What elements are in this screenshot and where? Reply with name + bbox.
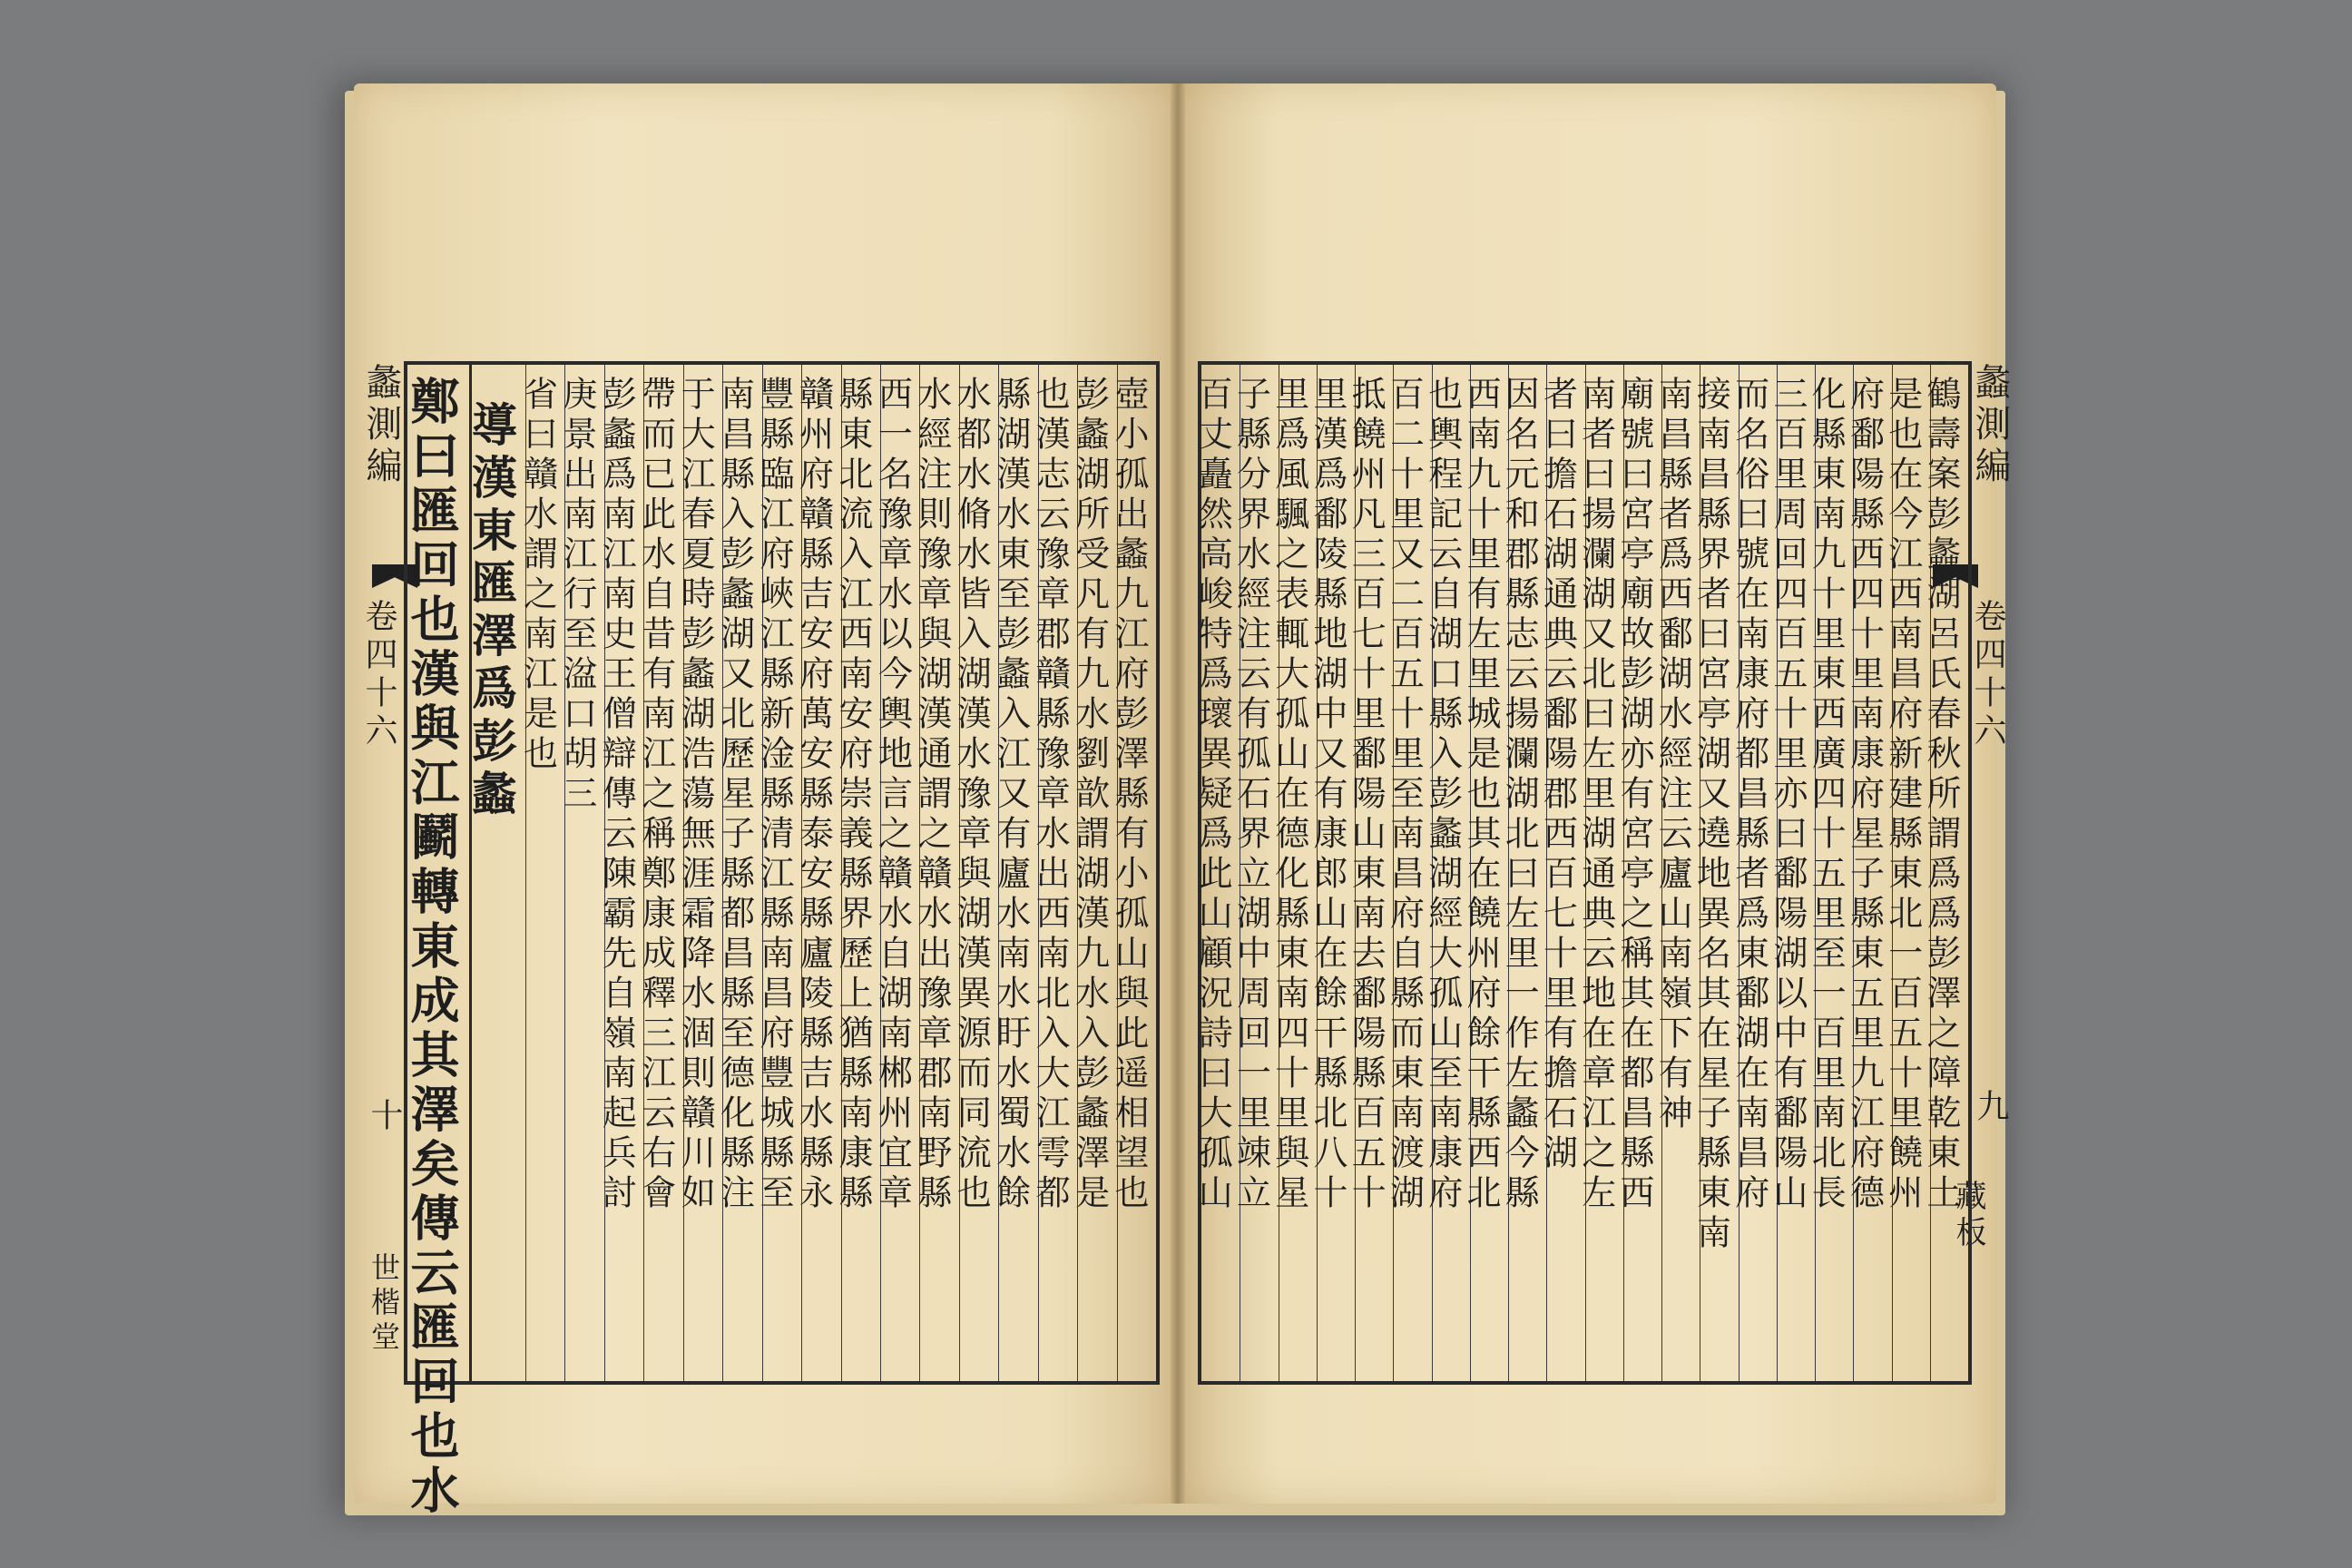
left-text-column: 鄭曰匯回也漢與江鬬轉東成其澤矣傳云匯回也水 (403, 376, 461, 1519)
right-margin-volume: 卷四十六 (1969, 599, 2006, 751)
right-text-column: 接南昌縣界者曰宮亭湖又遶地異名其在星子縣東南 (1690, 376, 1731, 1254)
right-text-column: 府鄱陽縣西四十里南康府星子縣東五里九江府德 (1844, 376, 1885, 1214)
right-text-column: 西南九十里有左里城是也其在饒州府餘干縣西北 (1461, 376, 1501, 1214)
left-text-block (403, 361, 1160, 1519)
right-text-column: 抵饒州凡三百七十里鄱陽山東南去鄱陽縣百五十 (1346, 376, 1387, 1214)
right-text-column: 三百里周回四百五十里亦曰鄱陽湖以中有鄱陽山 (1768, 376, 1808, 1214)
right-margin-leaf: 九 (1972, 1089, 2009, 1127)
left-text-column: 西一名豫章水以今輿地言之贛水自湖南郴州宜章 (872, 376, 913, 1214)
right-text-column: 而名俗曰號在南康府都昌縣者爲東鄱湖在南昌府 (1729, 376, 1769, 1214)
left-text-column: 壺小孤出蠡九江府彭澤縣有小孤山與此遥相望也 (1109, 376, 1149, 1214)
right-text-column: 是也在今江西南昌府新建縣東北一百五十里饒州 (1882, 376, 1923, 1214)
left-text-column: 帶而已此水自昔有南江之稱鄭康成釋三江云右會 (635, 376, 676, 1214)
right-text-column: 百丈矗然高峻特爲瓌異疑爲此山顧況詩曰大孤山 (1192, 376, 1233, 1214)
left-text-column: 水經注則豫章與湖漢通謂之贛水出豫章郡南野縣 (911, 376, 952, 1214)
left-text-column: 水都水脩水皆入湖漢水豫章與湖漢異源而同流也 (951, 376, 992, 1214)
right-text-column: 南昌縣者爲西鄱湖水經注云廬山南嶺下有神 (1652, 376, 1693, 1134)
left-margin-volume: 卷四十六 (360, 599, 397, 751)
left-margin-leaf: 十 (366, 1098, 403, 1136)
left-text-column: 豐縣臨江府峽江縣新淦縣清江縣南昌府豐城縣至 (754, 376, 795, 1214)
left-text-column: 縣東北流入江西南安府崇義縣界歷上猶縣南康縣 (832, 376, 873, 1214)
right-text-column: 因名元和郡縣志云揚瀾湖北曰左里一作左蠡今縣 (1499, 376, 1540, 1214)
left-margin-title: 蠡測編 (360, 363, 402, 488)
left-text-column: 彭蠡爲南江南史王僧辯傳云陳霸先自嶺南起兵討 (596, 376, 637, 1214)
right-text-column: 里爲風颿之表輒大孤山在德化縣東南四十里與星 (1269, 376, 1309, 1214)
right-text-column: 南者曰揚瀾湖又北曰左里湖通典云地在章江之左 (1575, 376, 1616, 1214)
left-text-column: 于大江春夏時彭蠡湖浩蕩無涯霜降水涸則贛川如 (675, 376, 716, 1214)
left-text-column: 贛州府贛縣吉安府萬安縣泰安縣廬陵縣吉水縣永 (793, 376, 834, 1214)
left-text-column: 庚景出南江行至湓口胡三 (556, 376, 597, 815)
left-publisher: 世楷堂 (367, 1252, 401, 1356)
right-text-column: 者曰擔石湖通典云鄱陽郡西百七十里有擔石湖 (1537, 376, 1578, 1174)
right-text-column: 化縣東南九十里東西廣四十五里至一百里南北長 (1806, 376, 1847, 1214)
left-text-column: 南昌縣入彭蠡湖又北歷星子縣都昌縣至德化縣注 (714, 376, 755, 1214)
right-text-column: 廟號曰宮亭廟故彭湖亦有宮亭之稱其在都昌縣西 (1614, 376, 1654, 1214)
right-text-column: 子縣分界水經注云有孤石界立湖中周回一里竦立 (1230, 376, 1271, 1214)
right-text-block (1192, 361, 1972, 1385)
book-gutter (1171, 83, 1185, 1504)
right-text-column: 也輿程記云自湖口縣入彭蠡湖經大孤山至南康府 (1422, 376, 1463, 1214)
right-text-column: 鶴壽案彭蠡湖呂氏春秋所謂爲爲彭澤之障乾東土 (1921, 376, 1961, 1214)
left-text-column: 也漢志云豫章郡贛縣豫章水出西南北入大江雩都 (1030, 376, 1071, 1214)
left-text-column: 省曰贛水謂之南江是也 (517, 376, 558, 775)
left-text-column: 彭蠡湖所受凡有九水劉歆謂湖漢九水入彭蠡澤是 (1069, 376, 1110, 1214)
right-text-column: 百二十里又二百五十里至南昌府自縣而東南渡湖 (1384, 376, 1425, 1214)
right-margin-title: 蠡測編 (1969, 363, 2011, 488)
right-text-column: 里漢爲鄱陵縣地湖中又有康郎山在餘干縣北八十 (1308, 376, 1348, 1214)
right-seal: 藏板 (1950, 1180, 1986, 1252)
left-text-column: 導漢東匯澤爲彭蠡 (465, 401, 518, 822)
left-text-column: 縣湖漢水東至彭蠡入江又有廬水南水盱水蜀水餘 (990, 376, 1031, 1214)
